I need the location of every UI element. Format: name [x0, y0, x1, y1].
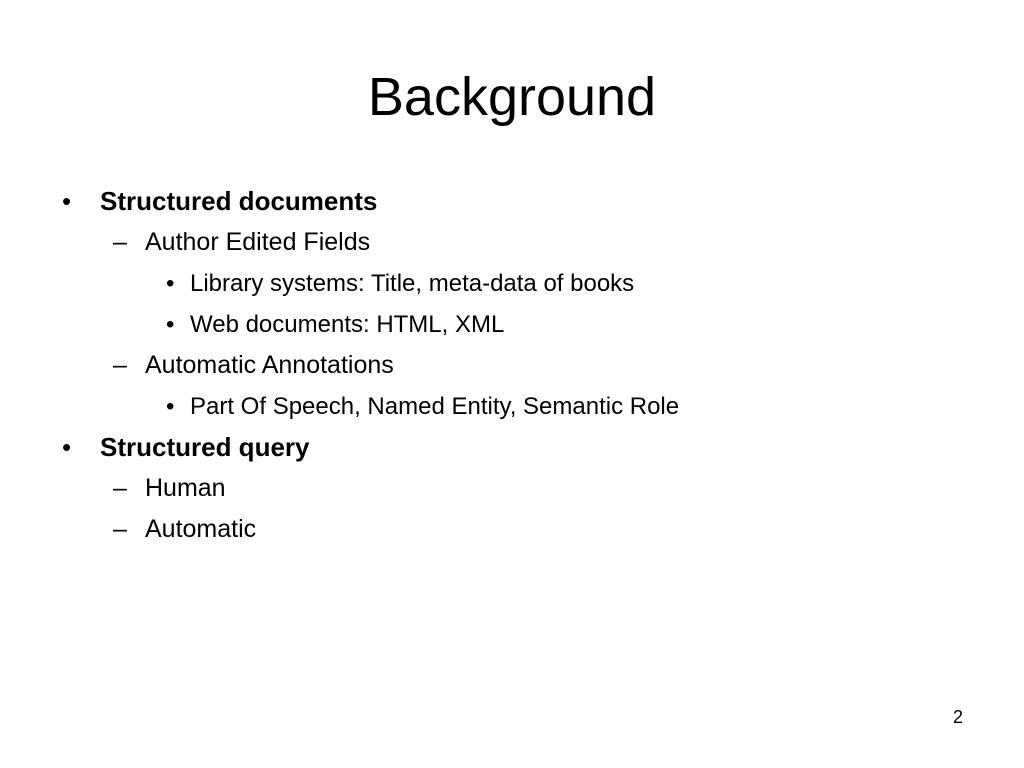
dash-marker: – [113, 474, 127, 502]
dash-marker: – [113, 228, 127, 256]
bullet-text: Automatic [145, 515, 257, 543]
bullet-item-part-of-speech [0, 386, 1024, 427]
bullet-text: Library systems: Title, meta-data of books [190, 270, 635, 297]
bullet-item-web-documents [0, 304, 1024, 345]
slide-title: Background [367, 67, 657, 127]
bullet-marker: • [166, 270, 175, 297]
bullet-text: Structured query [100, 432, 310, 462]
bullet-text: Human [145, 474, 226, 502]
bullet-item-author-edited-fields [0, 222, 1024, 263]
bullet-marker: • [62, 432, 72, 462]
bullet-item-automatic-annotations [0, 345, 1024, 386]
page-number: 2 [952, 707, 963, 727]
bullet-text: Part Of Speech, Named Entity, Semantic Role [190, 393, 680, 420]
bullet-marker: • [62, 186, 72, 216]
bullet-item-automatic [0, 509, 1024, 550]
bullet-item-human [0, 468, 1024, 509]
bullet-item-structured-documents [0, 181, 1024, 222]
dash-marker: – [113, 515, 127, 543]
bullet-text: Structured documents [100, 186, 378, 216]
bullet-marker: • [166, 393, 175, 420]
bullet-text: Automatic Annotations [145, 351, 394, 379]
dash-marker: – [113, 351, 127, 379]
bullet-list [0, 181, 1024, 550]
bullet-text: Web documents: HTML, XML [190, 311, 505, 338]
bullet-text: Author Edited Fields [145, 228, 371, 256]
bullet-marker: • [166, 311, 175, 338]
bullet-item-structured-query [0, 427, 1024, 468]
bullet-item-library-systems [0, 263, 1024, 304]
